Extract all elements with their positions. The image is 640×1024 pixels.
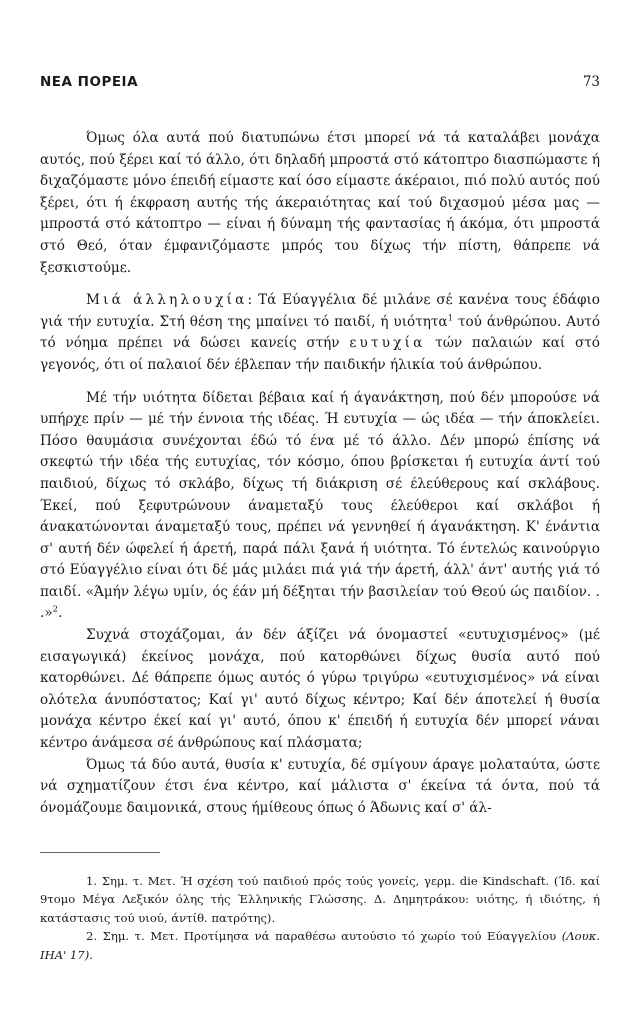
footnote-ref-2[interactable]: 2 [52,604,59,615]
journal-title: ΝΕΑ ΠΟΡΕΙΑ [40,74,139,90]
paragraph-2-text: : Τά Εύαγγέλια δέ μιλάνε σέ κανένα τους έδάφιο γιά τήν ευτυχία. Στή θέση της μπαίνει τό παιδί, ή υιότητα [40,292,600,330]
paragraph-5: Όμως τά δύο αυτά, θυσία κ' ευτυχία, δέ σμίγουν άραγε μολαταύτα, ώστε νά σχηματίζουν έτσι ένα κέντρο, καί μάλιστα σ' έκείνα τά όντα, πού τά όνομάζουμε δαιμονικά, στους ήμίθεους όπως ό Άδωνις καί σ' άλ- [40,756,600,816]
footnote-1 [40,872,600,927]
footnotes [40,872,600,964]
paragraph-3-text: Μέ τήν υιότητα δίδεται βέβαια καί ή άγανάκτηση, πού δέν μπορούσε νά υπήρχε πρίν — μέ τήν έννοια τής ιδέας. Ή ευτυχία — ώς ιδέα — τήν άποκλείει. Πόσο θαυμάσια συνέχονται έδώ τό ένα μέ τό άλλο. Δέν μπορώ έπίσης νά σκεφτώ τήν ιδέα τής ευτυχίας, τόν κόσμο, όπου βρίσκεται ή ευτυχία άντί τού παιδιού, δίχως τό σκλάβο, δίχως τή διάκριση σέ έλεύθερους καί σκλάβους. Έκεί, πού ξεφυτρώνουν άναμεταξύ τους έλεύθεροι καί σκλάβοι ή άνακατώνονται άναμεταξύ τους, πρέπει νά γεννηθεί ή άγανάκτηση. Κ' ένάντια σ' αυτή δέν ώφελεί ή άρετή, παρά πάλι ξανά ή υιότητα. Τό έντελώς καινούργιο στό Εύαγγέλιο είναι ότι δέ μάς μιλάει πιά γιά τήν άρετή, άλλ' άντ' αυτής γιά τό παιδί. «Άμήν λέγω υμίν, ός έάν μή δέξηται τήν βασιλείαν τού Θεού ώς παιδίον. . .» [40,389,600,622]
footnote-1-text: Σημ. τ. Μετ. Ή σχέση τού παιδιού πρός τούς γονείς, γερμ. die Kindschaft. (Ίδ. καί 9τομο Μέγα Λεξικόν όλης τής Έλληνικής Γλώσσης. Δ. Δημητράκου: υιότης, ή ιδιότης, ή κατάστασις τού υιού, άντίθ. πατρότης). [40,874,600,925]
footnote-2 [40,927,600,964]
page-number: 73 [582,74,600,90]
document-page [40,0,600,1024]
paragraph-3-end: . [58,605,63,622]
footnote-divider [40,852,160,853]
footnote-2-number: 2. [86,929,98,944]
body-text [40,128,600,819]
paragraph-1: Όμως όλα αυτά πού διατυπώνω έτσι μπορεί νά τά καταλάβει μονάχα αυτός, πού ξέρει καί τό άλλο, ότι δηλαδή μπροστά στό κάτοπτρο διασπώμαστε ή διχαζόμαστε μόνο έπειδή είμαστε καί όσο είμαστε άκέραιοι, πιό πολύ αυτός πού ξέρει, ότι ή έκφραση αυτής τής άκεραιότητας καί τού διχασμού μέσα μας — μπροστά στό κάτοπτρο — είναι ή δύναμη τής φαντασίας ή άκόμα, ότι μπροστά στό Θεό, όταν έμφανιζόμαστε μπρός του δίχως τήν πίστη, θάπρεπε νά ξεσκιστούμε. [40,130,600,276]
running-header [40,74,600,94]
paragraph-3 [40,388,600,626]
footnote-2-text: Σημ. τ. Μετ. Προτίμησα νά παραθέσω αυτούσιο τό χωρίο τού Εύαγγελίου [102,929,557,944]
spaced-heading: Μιά άλληλουχία [86,292,248,309]
paragraph-2 [40,290,600,376]
spaced-word: ευτυχία [349,335,426,352]
footnote-2-reference: (Λουκ. ΙΗΑ' 17). [40,929,600,962]
footnote-ref-1[interactable]: 1 [447,313,453,324]
footnote-1-number: 1. [86,874,98,888]
paragraph-4: Συχνά στοχάζομαι, άν δέν άξίζει νά όνομαστεί «ευτυχισμένος» (μέ εισαγωγικά) έκείνος μονάχα, πού κατορθώνει δίχως θυσία αυτό πού κατορθώνει. Δέ θάπρεπε όμως αυτός ό γύρω τριγύρω «ευτυχισμένος» νά είναι ολότελα άνυπόστατος; Καί γι' αυτό δίχως κέντρο; Καί δέν άποτελεί ή θυσία μονάχα κέντρο έκεί καί γι' αυτό, όπου κ' έπειδή ή ευτυχία δέν μπορεί νάναι κέντρο άνάμεσα σέ άνθρώπους καί πλάσματα; [40,627,600,752]
paragraph-2-text-cont: τού άνθρώπου. Αυτό τό νόημα πρέπει νά δώσει κανείς στήν [40,313,600,352]
paragraph-2-text-end: τών παλαιών καί στό γεγονός, ότι οί παλαιοί δέν έβλεπαν τήν παιδικήν ήλικία τού άνθρώπου. [40,335,600,373]
